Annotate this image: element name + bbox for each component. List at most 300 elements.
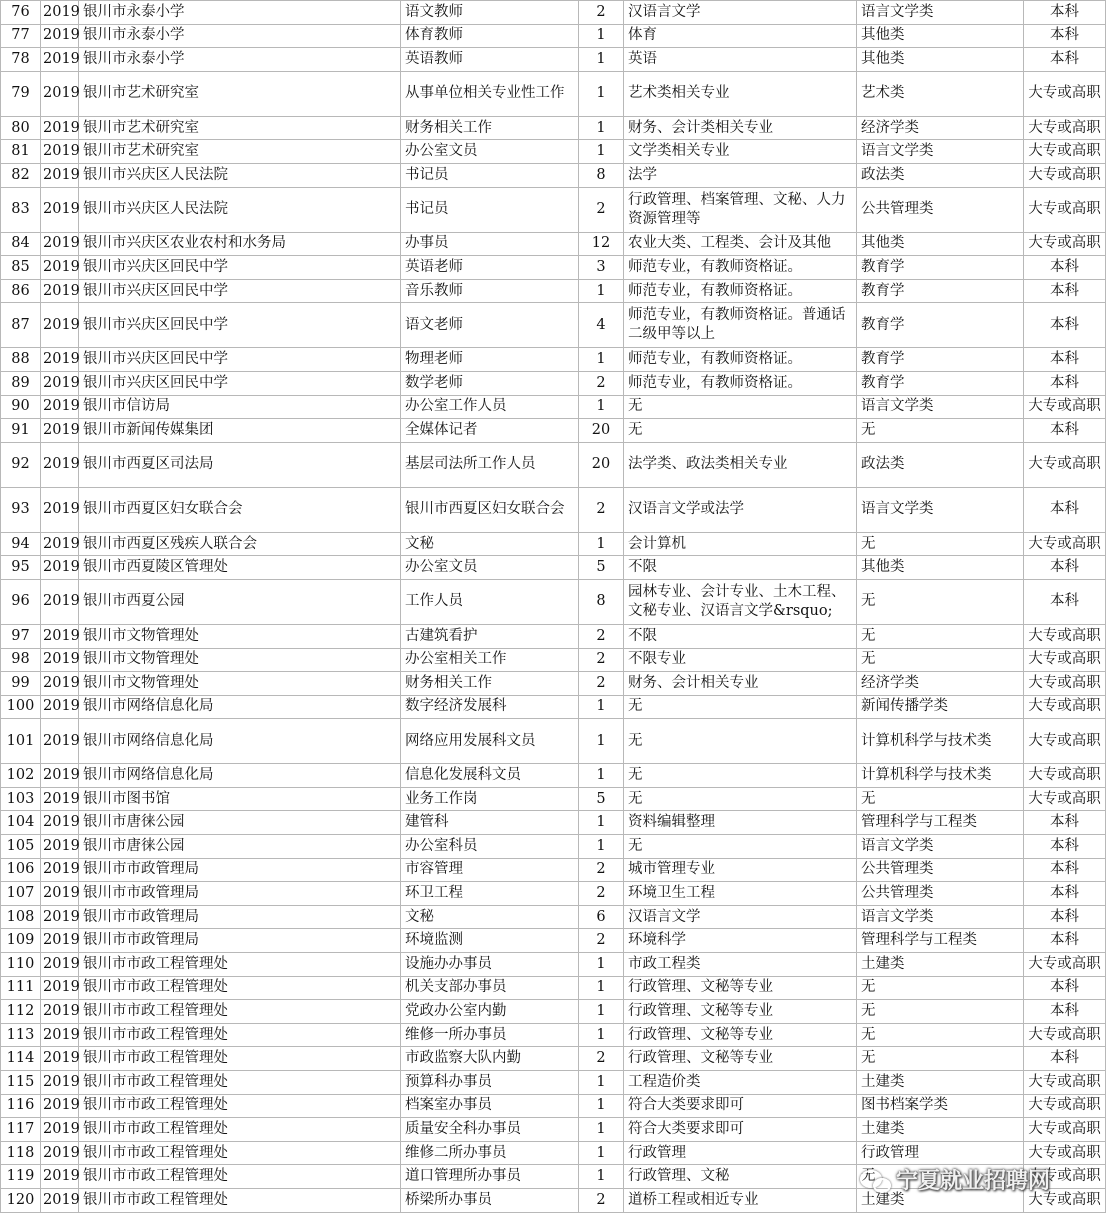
table-row xyxy=(1,419,1106,443)
year-cell: 2019 xyxy=(41,487,79,532)
position-cell: 银川市西夏区妇女联合会 xyxy=(401,487,579,532)
table-row xyxy=(1,303,1106,348)
table-row xyxy=(1,140,1106,164)
education-cell: 大专或高职 xyxy=(1024,648,1106,672)
table-row xyxy=(1,1000,1106,1024)
year-cell: 2019 xyxy=(41,929,79,953)
category-cell: 无 xyxy=(857,579,1024,624)
row-number: 83 xyxy=(1,187,41,232)
table-row xyxy=(1,787,1106,811)
table-row xyxy=(1,487,1106,532)
unit-cell: 银川市唐徕公园 xyxy=(79,811,401,835)
count-cell: 2 xyxy=(579,882,624,906)
table-row xyxy=(1,187,1106,232)
category-cell: 无 xyxy=(857,1000,1024,1024)
year-cell: 2019 xyxy=(41,556,79,580)
table-row xyxy=(1,442,1106,487)
table-row xyxy=(1,882,1106,906)
major-cell: 城市管理专业 xyxy=(624,858,857,882)
count-cell: 1 xyxy=(579,24,624,48)
table-row xyxy=(1,905,1106,929)
year-cell: 2019 xyxy=(41,953,79,977)
category-cell: 经济学类 xyxy=(857,672,1024,696)
education-cell: 大专或高职 xyxy=(1024,719,1106,764)
position-cell: 书记员 xyxy=(401,163,579,187)
position-cell: 办公室工作人员 xyxy=(401,395,579,419)
table-row xyxy=(1,532,1106,556)
category-cell: 无 xyxy=(857,532,1024,556)
table-row xyxy=(1,256,1106,280)
year-cell: 2019 xyxy=(41,24,79,48)
year-cell: 2019 xyxy=(41,1118,79,1142)
category-cell: 无 xyxy=(857,624,1024,648)
table-row xyxy=(1,858,1106,882)
major-cell: 艺术类相关专业 xyxy=(624,71,857,116)
education-cell: 大专或高职 xyxy=(1024,1165,1106,1189)
row-number: 92 xyxy=(1,442,41,487)
category-cell: 无 xyxy=(857,1165,1024,1189)
major-cell: 道桥工程或相近专业 xyxy=(624,1188,857,1212)
table-row xyxy=(1,579,1106,624)
year-cell: 2019 xyxy=(41,371,79,395)
category-cell: 语言文学类 xyxy=(857,140,1024,164)
position-cell: 桥梁所办事员 xyxy=(401,1188,579,1212)
row-number: 87 xyxy=(1,303,41,348)
row-number: 114 xyxy=(1,1047,41,1071)
education-cell: 本科 xyxy=(1024,1047,1106,1071)
position-cell: 办公室文员 xyxy=(401,556,579,580)
year-cell: 2019 xyxy=(41,858,79,882)
education-cell: 本科 xyxy=(1024,256,1106,280)
table-row xyxy=(1,1141,1106,1165)
category-cell: 计算机科学与技术类 xyxy=(857,719,1024,764)
position-cell: 业务工作岗 xyxy=(401,787,579,811)
year-cell: 2019 xyxy=(41,256,79,280)
education-cell: 本科 xyxy=(1024,1,1106,25)
education-cell: 本科 xyxy=(1024,976,1106,1000)
major-cell: 师范专业，有教师资格证。普通话二级甲等以上 xyxy=(624,303,857,348)
row-number: 106 xyxy=(1,858,41,882)
count-cell: 1 xyxy=(579,279,624,303)
education-cell: 大专或高职 xyxy=(1024,71,1106,116)
year-cell: 2019 xyxy=(41,648,79,672)
year-cell: 2019 xyxy=(41,579,79,624)
category-cell: 其他类 xyxy=(857,24,1024,48)
major-cell: 不限 xyxy=(624,556,857,580)
education-cell: 大专或高职 xyxy=(1024,1188,1106,1212)
unit-cell: 银川市市政工程管理处 xyxy=(79,1047,401,1071)
major-cell: 师范专业，有教师资格证。 xyxy=(624,348,857,372)
count-cell: 2 xyxy=(579,648,624,672)
wechat-icon xyxy=(860,1168,890,1192)
table-row xyxy=(1,648,1106,672)
year-cell: 2019 xyxy=(41,279,79,303)
row-number: 120 xyxy=(1,1188,41,1212)
unit-cell: 银川市唐徕公园 xyxy=(79,835,401,859)
major-cell: 行政管理、文秘等专业 xyxy=(624,1000,857,1024)
count-cell: 1 xyxy=(579,348,624,372)
position-cell: 基层司法所工作人员 xyxy=(401,442,579,487)
count-cell: 5 xyxy=(579,787,624,811)
unit-cell: 银川市市政工程管理处 xyxy=(79,1000,401,1024)
unit-cell: 银川市图书馆 xyxy=(79,787,401,811)
education-cell: 大专或高职 xyxy=(1024,1071,1106,1095)
major-cell: 无 xyxy=(624,835,857,859)
year-cell: 2019 xyxy=(41,882,79,906)
major-cell: 财务、会计相关专业 xyxy=(624,672,857,696)
major-cell: 汉语言文学或法学 xyxy=(624,487,857,532)
row-number: 94 xyxy=(1,532,41,556)
major-cell: 环境卫生工程 xyxy=(624,882,857,906)
unit-cell: 银川市市政管理局 xyxy=(79,858,401,882)
position-cell: 维修二所办事员 xyxy=(401,1141,579,1165)
education-cell: 本科 xyxy=(1024,882,1106,906)
unit-cell: 银川市文物管理处 xyxy=(79,648,401,672)
year-cell: 2019 xyxy=(41,116,79,140)
unit-cell: 银川市文物管理处 xyxy=(79,624,401,648)
major-cell: 符合大类要求即可 xyxy=(624,1118,857,1142)
unit-cell: 银川市西夏陵区管理处 xyxy=(79,556,401,580)
table-row xyxy=(1,371,1106,395)
unit-cell: 银川市西夏区妇女联合会 xyxy=(79,487,401,532)
category-cell: 语言文学类 xyxy=(857,835,1024,859)
education-cell: 大专或高职 xyxy=(1024,395,1106,419)
major-cell: 会计算机 xyxy=(624,532,857,556)
unit-cell: 银川市兴庆区人民法院 xyxy=(79,187,401,232)
table-row xyxy=(1,976,1106,1000)
position-cell: 办公室文员 xyxy=(401,140,579,164)
table-row xyxy=(1,1,1106,25)
education-cell: 大专或高职 xyxy=(1024,1141,1106,1165)
position-cell: 维修一所办事员 xyxy=(401,1023,579,1047)
category-cell: 教育学 xyxy=(857,371,1024,395)
table-row xyxy=(1,1071,1106,1095)
education-cell: 大专或高职 xyxy=(1024,1118,1106,1142)
position-cell: 英语老师 xyxy=(401,256,579,280)
count-cell: 5 xyxy=(579,556,624,580)
year-cell: 2019 xyxy=(41,1141,79,1165)
category-cell: 无 xyxy=(857,419,1024,443)
count-cell: 1 xyxy=(579,811,624,835)
row-number: 84 xyxy=(1,232,41,256)
major-cell: 市政工程类 xyxy=(624,953,857,977)
year-cell: 2019 xyxy=(41,348,79,372)
unit-cell: 银川市艺术研究室 xyxy=(79,116,401,140)
row-number: 115 xyxy=(1,1071,41,1095)
row-number: 107 xyxy=(1,882,41,906)
count-cell: 2 xyxy=(579,1047,624,1071)
position-cell: 英语教师 xyxy=(401,48,579,72)
category-cell: 经济学类 xyxy=(857,116,1024,140)
education-cell: 本科 xyxy=(1024,905,1106,929)
row-number: 112 xyxy=(1,1000,41,1024)
education-cell: 大专或高职 xyxy=(1024,695,1106,719)
year-cell: 2019 xyxy=(41,811,79,835)
category-cell: 公共管理类 xyxy=(857,858,1024,882)
year-cell: 2019 xyxy=(41,419,79,443)
category-cell: 管理科学与工程类 xyxy=(857,811,1024,835)
major-cell: 体育 xyxy=(624,24,857,48)
year-cell: 2019 xyxy=(41,442,79,487)
row-number: 96 xyxy=(1,579,41,624)
year-cell: 2019 xyxy=(41,232,79,256)
unit-cell: 银川市市政工程管理处 xyxy=(79,1165,401,1189)
position-cell: 档案室办事员 xyxy=(401,1094,579,1118)
year-cell: 2019 xyxy=(41,1047,79,1071)
row-number: 97 xyxy=(1,624,41,648)
count-cell: 1 xyxy=(579,1000,624,1024)
education-cell: 本科 xyxy=(1024,371,1106,395)
row-number: 105 xyxy=(1,835,41,859)
table-row xyxy=(1,929,1106,953)
position-cell: 语文教师 xyxy=(401,1,579,25)
position-cell: 机关支部办事员 xyxy=(401,976,579,1000)
count-cell: 2 xyxy=(579,187,624,232)
table-row xyxy=(1,719,1106,764)
education-cell: 大专或高职 xyxy=(1024,624,1106,648)
position-cell: 办公室科员 xyxy=(401,835,579,859)
education-cell: 大专或高职 xyxy=(1024,442,1106,487)
count-cell: 1 xyxy=(579,1165,624,1189)
count-cell: 12 xyxy=(579,232,624,256)
category-cell: 土建类 xyxy=(857,1071,1024,1095)
position-cell: 财务相关工作 xyxy=(401,672,579,696)
count-cell: 4 xyxy=(579,303,624,348)
major-cell: 汉语言文学 xyxy=(624,905,857,929)
count-cell: 1 xyxy=(579,1094,624,1118)
row-number: 76 xyxy=(1,1,41,25)
position-cell: 环境监测 xyxy=(401,929,579,953)
year-cell: 2019 xyxy=(41,787,79,811)
education-cell: 本科 xyxy=(1024,1000,1106,1024)
unit-cell: 银川市永泰小学 xyxy=(79,1,401,25)
unit-cell: 银川市艺术研究室 xyxy=(79,140,401,164)
position-cell: 书记员 xyxy=(401,187,579,232)
table-row xyxy=(1,279,1106,303)
major-cell: 英语 xyxy=(624,48,857,72)
row-number: 111 xyxy=(1,976,41,1000)
major-cell: 符合大类要求即可 xyxy=(624,1094,857,1118)
year-cell: 2019 xyxy=(41,719,79,764)
education-cell: 本科 xyxy=(1024,487,1106,532)
major-cell: 行政管理、文秘等专业 xyxy=(624,1047,857,1071)
unit-cell: 银川市永泰小学 xyxy=(79,24,401,48)
unit-cell: 银川市网络信息化局 xyxy=(79,764,401,788)
row-number: 119 xyxy=(1,1165,41,1189)
year-cell: 2019 xyxy=(41,71,79,116)
count-cell: 6 xyxy=(579,905,624,929)
row-number: 91 xyxy=(1,419,41,443)
position-cell: 物理老师 xyxy=(401,348,579,372)
unit-cell: 银川市市政工程管理处 xyxy=(79,1118,401,1142)
education-cell: 本科 xyxy=(1024,835,1106,859)
category-cell: 行政管理 xyxy=(857,1141,1024,1165)
count-cell: 2 xyxy=(579,371,624,395)
major-cell: 法学类、政法类相关专业 xyxy=(624,442,857,487)
education-cell: 本科 xyxy=(1024,929,1106,953)
major-cell: 无 xyxy=(624,419,857,443)
table-row xyxy=(1,116,1106,140)
education-cell: 本科 xyxy=(1024,556,1106,580)
unit-cell: 银川市兴庆区回民中学 xyxy=(79,279,401,303)
count-cell: 2 xyxy=(579,929,624,953)
position-cell: 质量安全科办事员 xyxy=(401,1118,579,1142)
category-cell: 教育学 xyxy=(857,348,1024,372)
position-cell: 信息化发展科文员 xyxy=(401,764,579,788)
major-cell: 师范专业，有教师资格证。 xyxy=(624,371,857,395)
major-cell: 文学类相关专业 xyxy=(624,140,857,164)
major-cell: 行政管理 xyxy=(624,1141,857,1165)
unit-cell: 银川市市政管理局 xyxy=(79,929,401,953)
table-row xyxy=(1,624,1106,648)
category-cell: 语言文学类 xyxy=(857,905,1024,929)
count-cell: 20 xyxy=(579,419,624,443)
major-cell: 行政管理、文秘等专业 xyxy=(624,1023,857,1047)
major-cell: 无 xyxy=(624,719,857,764)
table-row xyxy=(1,1094,1106,1118)
table-row xyxy=(1,1047,1106,1071)
unit-cell: 银川市市政工程管理处 xyxy=(79,1141,401,1165)
education-cell: 大专或高职 xyxy=(1024,1023,1106,1047)
row-number: 86 xyxy=(1,279,41,303)
year-cell: 2019 xyxy=(41,672,79,696)
table-row xyxy=(1,232,1106,256)
category-cell: 政法类 xyxy=(857,442,1024,487)
education-cell: 大专或高职 xyxy=(1024,672,1106,696)
position-cell: 文秘 xyxy=(401,532,579,556)
count-cell: 2 xyxy=(579,1188,624,1212)
category-cell: 土建类 xyxy=(857,953,1024,977)
category-cell: 新闻传播学类 xyxy=(857,695,1024,719)
position-cell: 市容管理 xyxy=(401,858,579,882)
row-number: 90 xyxy=(1,395,41,419)
unit-cell: 银川市信访局 xyxy=(79,395,401,419)
year-cell: 2019 xyxy=(41,1023,79,1047)
category-cell: 无 xyxy=(857,976,1024,1000)
table-body xyxy=(1,1,1106,1213)
count-cell: 1 xyxy=(579,140,624,164)
category-cell: 公共管理类 xyxy=(857,882,1024,906)
unit-cell: 银川市兴庆区回民中学 xyxy=(79,371,401,395)
education-cell: 大专或高职 xyxy=(1024,187,1106,232)
row-number: 88 xyxy=(1,348,41,372)
major-cell: 法学 xyxy=(624,163,857,187)
watermark xyxy=(860,1164,1050,1195)
position-cell: 文秘 xyxy=(401,905,579,929)
major-cell: 资料编辑整理 xyxy=(624,811,857,835)
year-cell: 2019 xyxy=(41,976,79,1000)
category-cell: 教育学 xyxy=(857,279,1024,303)
table-row xyxy=(1,1023,1106,1047)
position-cell: 全媒体记者 xyxy=(401,419,579,443)
unit-cell: 银川市永泰小学 xyxy=(79,48,401,72)
category-cell: 艺术类 xyxy=(857,71,1024,116)
unit-cell: 银川市市政工程管理处 xyxy=(79,976,401,1000)
row-number: 95 xyxy=(1,556,41,580)
category-cell: 无 xyxy=(857,787,1024,811)
unit-cell: 银川市艺术研究室 xyxy=(79,71,401,116)
row-number: 113 xyxy=(1,1023,41,1047)
count-cell: 8 xyxy=(579,163,624,187)
position-cell: 数学老师 xyxy=(401,371,579,395)
row-number: 78 xyxy=(1,48,41,72)
row-number: 110 xyxy=(1,953,41,977)
count-cell: 1 xyxy=(579,1023,624,1047)
row-number: 93 xyxy=(1,487,41,532)
unit-cell: 银川市市政工程管理处 xyxy=(79,1023,401,1047)
count-cell: 2 xyxy=(579,624,624,648)
row-number: 101 xyxy=(1,719,41,764)
position-cell: 音乐教师 xyxy=(401,279,579,303)
year-cell: 2019 xyxy=(41,1071,79,1095)
unit-cell: 银川市西夏公园 xyxy=(79,579,401,624)
education-cell: 大专或高职 xyxy=(1024,764,1106,788)
count-cell: 1 xyxy=(579,835,624,859)
unit-cell: 银川市文物管理处 xyxy=(79,672,401,696)
position-cell: 从事单位相关专业性工作 xyxy=(401,71,579,116)
unit-cell: 银川市西夏区残疾人联合会 xyxy=(79,532,401,556)
unit-cell: 银川市兴庆区回民中学 xyxy=(79,348,401,372)
education-cell: 大专或高职 xyxy=(1024,116,1106,140)
education-cell: 大专或高职 xyxy=(1024,140,1106,164)
major-cell: 财务、会计类相关专业 xyxy=(624,116,857,140)
row-number: 103 xyxy=(1,787,41,811)
table-row xyxy=(1,163,1106,187)
position-cell: 体育教师 xyxy=(401,24,579,48)
unit-cell: 银川市市政管理局 xyxy=(79,882,401,906)
year-cell: 2019 xyxy=(41,163,79,187)
position-cell: 语文老师 xyxy=(401,303,579,348)
row-number: 80 xyxy=(1,116,41,140)
category-cell: 语言文学类 xyxy=(857,395,1024,419)
unit-cell: 银川市兴庆区人民法院 xyxy=(79,163,401,187)
major-cell: 环境科学 xyxy=(624,929,857,953)
count-cell: 1 xyxy=(579,71,624,116)
count-cell: 2 xyxy=(579,672,624,696)
position-cell: 办公室相关工作 xyxy=(401,648,579,672)
row-number: 104 xyxy=(1,811,41,835)
major-cell: 行政管理、文秘等专业 xyxy=(624,976,857,1000)
major-cell: 不限专业 xyxy=(624,648,857,672)
row-number: 118 xyxy=(1,1141,41,1165)
education-cell: 大专或高职 xyxy=(1024,953,1106,977)
major-cell: 行政管理、档案管理、文秘、人力资源管理等 xyxy=(624,187,857,232)
major-cell: 汉语言文学 xyxy=(624,1,857,25)
education-cell: 本科 xyxy=(1024,279,1106,303)
table-row xyxy=(1,764,1106,788)
education-cell: 大专或高职 xyxy=(1024,163,1106,187)
count-cell: 20 xyxy=(579,442,624,487)
category-cell: 无 xyxy=(857,1047,1024,1071)
row-number: 79 xyxy=(1,71,41,116)
year-cell: 2019 xyxy=(41,835,79,859)
position-cell: 数字经济发展科 xyxy=(401,695,579,719)
row-number: 98 xyxy=(1,648,41,672)
education-cell: 大专或高职 xyxy=(1024,787,1106,811)
education-cell: 本科 xyxy=(1024,303,1106,348)
category-cell: 其他类 xyxy=(857,48,1024,72)
year-cell: 2019 xyxy=(41,624,79,648)
position-cell: 环卫工程 xyxy=(401,882,579,906)
unit-cell: 银川市兴庆区回民中学 xyxy=(79,303,401,348)
education-cell: 本科 xyxy=(1024,48,1106,72)
position-cell: 党政办公室内勤 xyxy=(401,1000,579,1024)
year-cell: 2019 xyxy=(41,764,79,788)
education-cell: 本科 xyxy=(1024,858,1106,882)
major-cell: 工程造价类 xyxy=(624,1071,857,1095)
count-cell: 2 xyxy=(579,858,624,882)
year-cell: 2019 xyxy=(41,1165,79,1189)
